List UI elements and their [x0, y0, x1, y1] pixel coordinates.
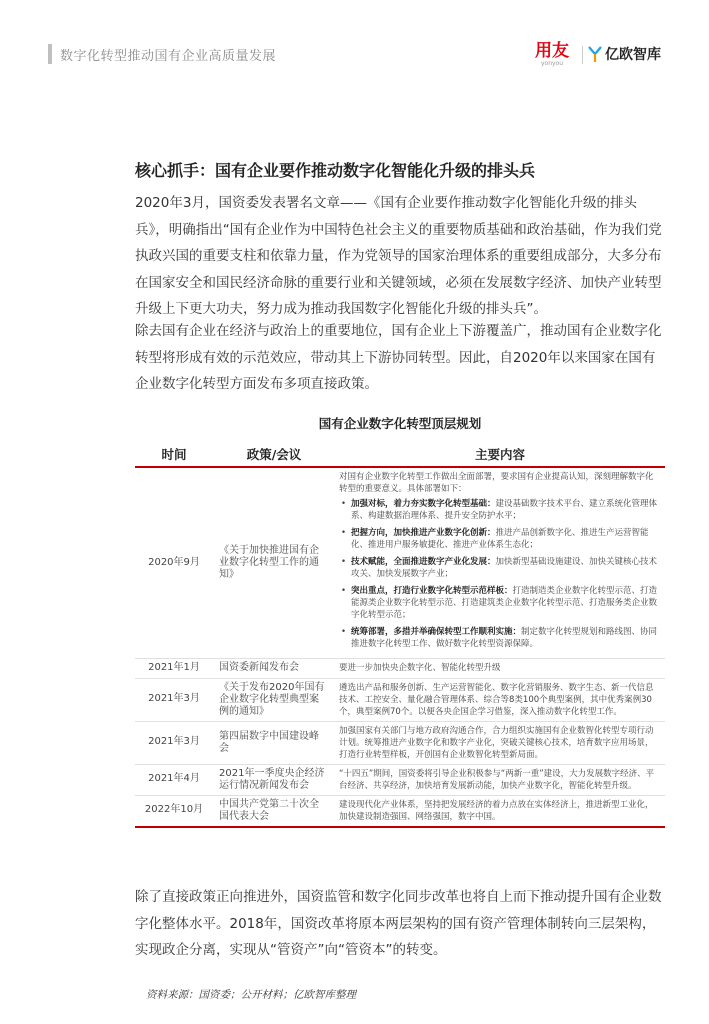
paragraph-1: 2020年3月，国资委发表署名文章——《国有企业要作推动数字化智能化升级的排头兵》，明确指出“国有企业作为中国特色社会主义的重要物质基础和政治基础，作为我们党执政兴国的重要支柱和依靠力量，作为党领导的国家治理体系的重要组成部分，大多分布在国家安全和国民经济命脉的重要行业和关键领域，必须在发展数字经济、加快产业转型升级上下更大功夫，努力成为推动我国数字化智能化升级的排头兵”。: [135, 195, 662, 317]
row-content: “十四五”期间，国资委将引导企业积极参与“两新一重”建设，大力发展数字经济、平台经济、共享经济，加快培育发展新动能，加快产业数字化，智能化转型升级。: [335, 764, 665, 795]
header-content: 主要内容: [335, 441, 665, 467]
list-item-bold: 加强对标，着力夯实数字化转型基础：: [351, 499, 496, 509]
list-item-text: 建设基础数字技术平台、建立系统化管理体系、构建数据治理体系、提升安全防护水平；: [351, 499, 658, 521]
row-policy: 《关于发布2020年国有企业数字化转型典型案例的通知》: [213, 678, 335, 721]
row-content: 建设现代化产业体系，坚持把发展经济的着力点放在实体经济上，推进新型工业化，加快建设制造强国、网络强国，数字中国。: [335, 795, 665, 827]
list-item-bold: 把握方向，加快推进产业数字化创新：: [351, 528, 496, 538]
table-row: [135, 467, 665, 659]
table-title: 国有企业数字化转型顶层规划: [318, 416, 482, 431]
list-item: [339, 556, 661, 580]
paragraph-3: 除了直接政策正向推进外，国资监管和数字化同步改革也将自上而下推动提升国有企业数字化整体水平。2018年，国资改革将原本两层架构的国有资产管理体制转向三层架构，实现政企分离，实现从“管资产”向“管资本”的转变。: [135, 889, 662, 958]
header-policy: 政策/会议: [213, 441, 335, 467]
list-item: [339, 626, 661, 650]
row-time: 2021年4月: [135, 764, 213, 795]
row-time: 2021年3月: [135, 678, 213, 721]
row-content-intro: 对国有企业数字化转型工作做出全面部署，要求国有企业提高认知，深刻理解数字化转型的重要意义。具体部署如下：: [339, 472, 654, 494]
table-row: [135, 795, 665, 827]
table-header-row: [135, 441, 665, 467]
list-item-text: 推进产品创新数字化、推进生产运营智能化、推进用户服务敏捷化、推进产业体系生态化；: [351, 528, 649, 550]
yonyou-logo-en: yonyou: [540, 60, 564, 67]
list-item-text: 打造制造类企业数字化转型示范、打造能源类企业数字化转型示范、打造建筑类企业数字化转型示范、打造服务类企业数字化转型示范；: [351, 586, 658, 620]
list-item-bold: 突出重点，打造行业数字化转型示范样板：: [351, 586, 513, 596]
list-item-text: 加快新型基础设施建设、加快关键核心技术攻关、加快发展数字产业；: [351, 557, 658, 579]
source-note: 资料来源：国资委；公开材料；亿欧智库整理: [146, 989, 356, 1001]
row-content: 要进一步加快央企数字化、智能化转型升级: [335, 659, 665, 679]
iyiou-logo: [588, 44, 661, 64]
list-item-text: 制定数字化转型规划和路线图、协同推进数字化转型工作、做好数字化转型资源保障。: [351, 627, 658, 649]
yonyou-logo-cn: 用友: [535, 41, 569, 61]
paragraph-2: 除去国有企业在经济与政治上的重要地位，国有企业上下游覆盖广，推动国有企业数字化转型将形成有效的示范效应，带动其上下游协同转型。因此，自2020年以来国家在国有企业数字化转型方面发布多项直接政策。: [135, 323, 662, 392]
row-policy: 2021年一季度央企经济运行情况新闻发布会: [213, 764, 335, 795]
iyiou-logo-text: 亿欧智库: [605, 47, 661, 63]
logo-divider: [582, 46, 583, 64]
row-time: 2022年10月: [135, 795, 213, 827]
row-policy: 《关于加快推进国有企业数字化转型工作的通知》: [213, 467, 335, 659]
row-time: 2021年3月: [135, 721, 213, 764]
header-time: 时间: [135, 441, 213, 467]
deployment-list: [339, 498, 661, 650]
list-item-bold: 统筹部署，多措并举确保转型工作顺利实施：: [351, 627, 522, 637]
row-time: 2020年9月: [135, 467, 213, 659]
list-item: [339, 498, 661, 522]
section-title: 核心抓手：国有企业要作推动数字化智能化升级的排头兵: [135, 161, 536, 180]
policy-table: [135, 441, 665, 828]
row-policy: 国资委新闻发布会: [213, 659, 335, 679]
table-row: [135, 678, 665, 721]
row-content: [335, 467, 665, 659]
row-policy: 第四届数字中国建设峰会: [213, 721, 335, 764]
iyiou-mark-icon: [588, 45, 602, 63]
table-row: [135, 721, 665, 764]
yonyou-logo: [535, 43, 569, 67]
row-time: 2021年1月: [135, 659, 213, 679]
list-item: [339, 585, 661, 621]
table-row: [135, 764, 665, 795]
header-title: 数字化转型推动国有企业高质量发展: [60, 49, 277, 64]
row-content: 遴选出产品和服务创新、生产运营智能化、数字化营销服务、数字生态、新一代信息技术、工控安全、量化融合管理体系、综合等8类100个典型案例，其中优秀案例30个，典型案例70个。以便各央企国企学习借鉴，深入推动数字化转型工作。: [335, 678, 665, 721]
list-item-bold: 技术赋能，全面推进数字产业化发展：: [351, 557, 496, 567]
table-row: [135, 659, 665, 679]
row-policy: 中国共产党第二十次全国代表大会: [213, 795, 335, 827]
header-accent-bar: [48, 44, 52, 64]
row-content: 加强国家有关部门与地方政府沟通合作，合力组织实施国有企业数智化转型专项行动计划。统筹推进产业数字化和数字产业化，突破关键核心技术，培育数字应用场景，打造行业转型样板，开创国有企业数智化转型新局面。: [335, 721, 665, 764]
list-item: [339, 527, 661, 551]
